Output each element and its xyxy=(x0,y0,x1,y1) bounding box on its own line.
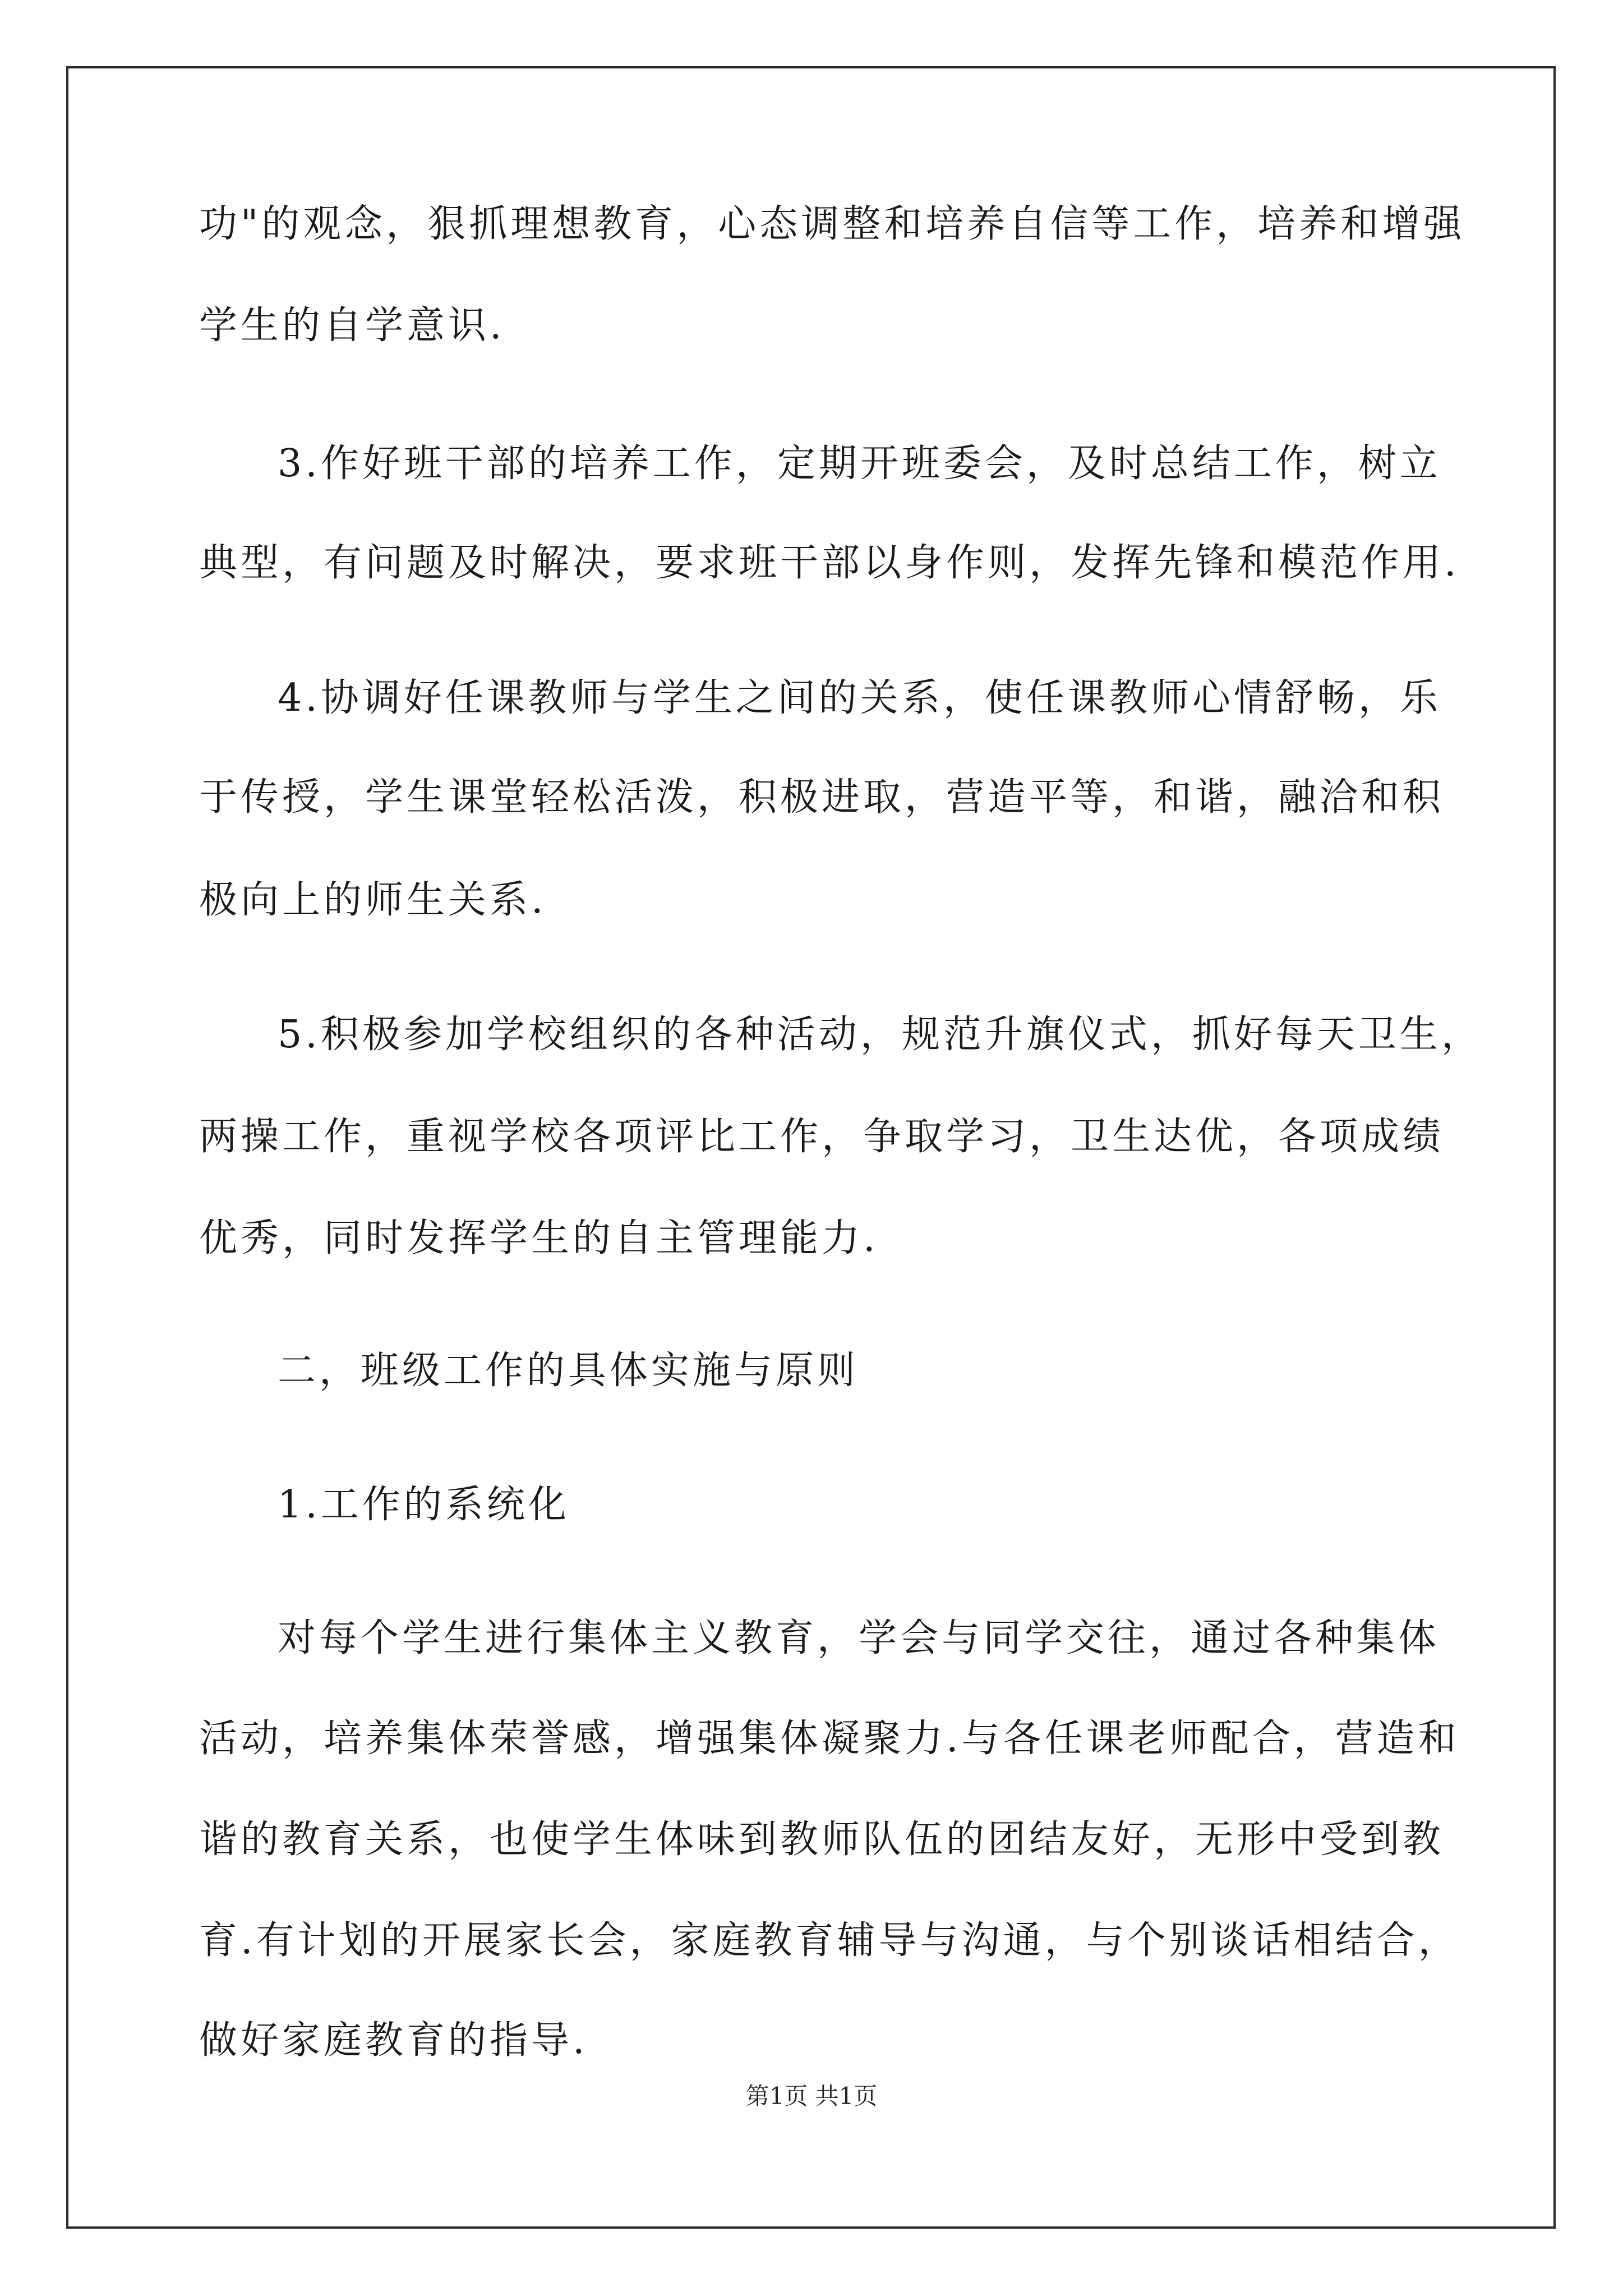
text-line: 3.作好班干部的培养工作，定期开班委会，及时总结工作，树立 xyxy=(278,441,1441,486)
text-line: 对每个学生进行集体主义教育，学会与同学交往，通过各种集体 xyxy=(278,1616,1440,1660)
text-line: 两操工作，重视学校各项评比工作，争取学习，卫生达优，各项成绩 xyxy=(199,1115,1445,1159)
text-line: 5.积极参加学校组织的各种活动，规范升旗仪式，抓好每天卫生， xyxy=(278,1013,1483,1057)
text-line: 谐的教育关系，也使学生体味到教师队伍的团结友好，无形中受到教 xyxy=(199,1818,1445,1862)
section-heading: 二，班级工作的具体实施与原则 xyxy=(278,1349,859,1393)
text-line: 优秀，同时发挥学生的自主管理能力. xyxy=(199,1216,879,1260)
text-line: 4.协调好任课教师与学生之间的关系，使任课教师心情舒畅，乐 xyxy=(278,676,1441,720)
subsection-heading: 1.工作的系统化 xyxy=(278,1483,570,1527)
text-line: 做好家庭教育的指导. xyxy=(199,2018,588,2063)
text-line: 学生的自学意识. xyxy=(199,303,505,348)
text-line: 于传授，学生课堂轻松活泼，积极进取，营造平等，和谐，融洽和积 xyxy=(199,775,1445,820)
text-line: 功"的观念，狠抓理想教育，心态调整和培养自信等工作，培养和增强 xyxy=(199,202,1465,246)
text-line: 育.有计划的开展家长会，家庭教育辅导与沟通，与个别谈话相结合， xyxy=(199,1918,1460,1963)
page-footer: 第1页 共1页 xyxy=(745,2082,878,2110)
text-line: 活动，培养集体荣誉感，增强集体凝聚力.与各任课老师配合，营造和 xyxy=(199,1717,1460,1761)
text-line: 典型，有问题及时解决，要求班干部以身作则，发挥先锋和模范作用. xyxy=(199,541,1460,585)
text-line: 极向上的师生关系. xyxy=(199,878,547,922)
